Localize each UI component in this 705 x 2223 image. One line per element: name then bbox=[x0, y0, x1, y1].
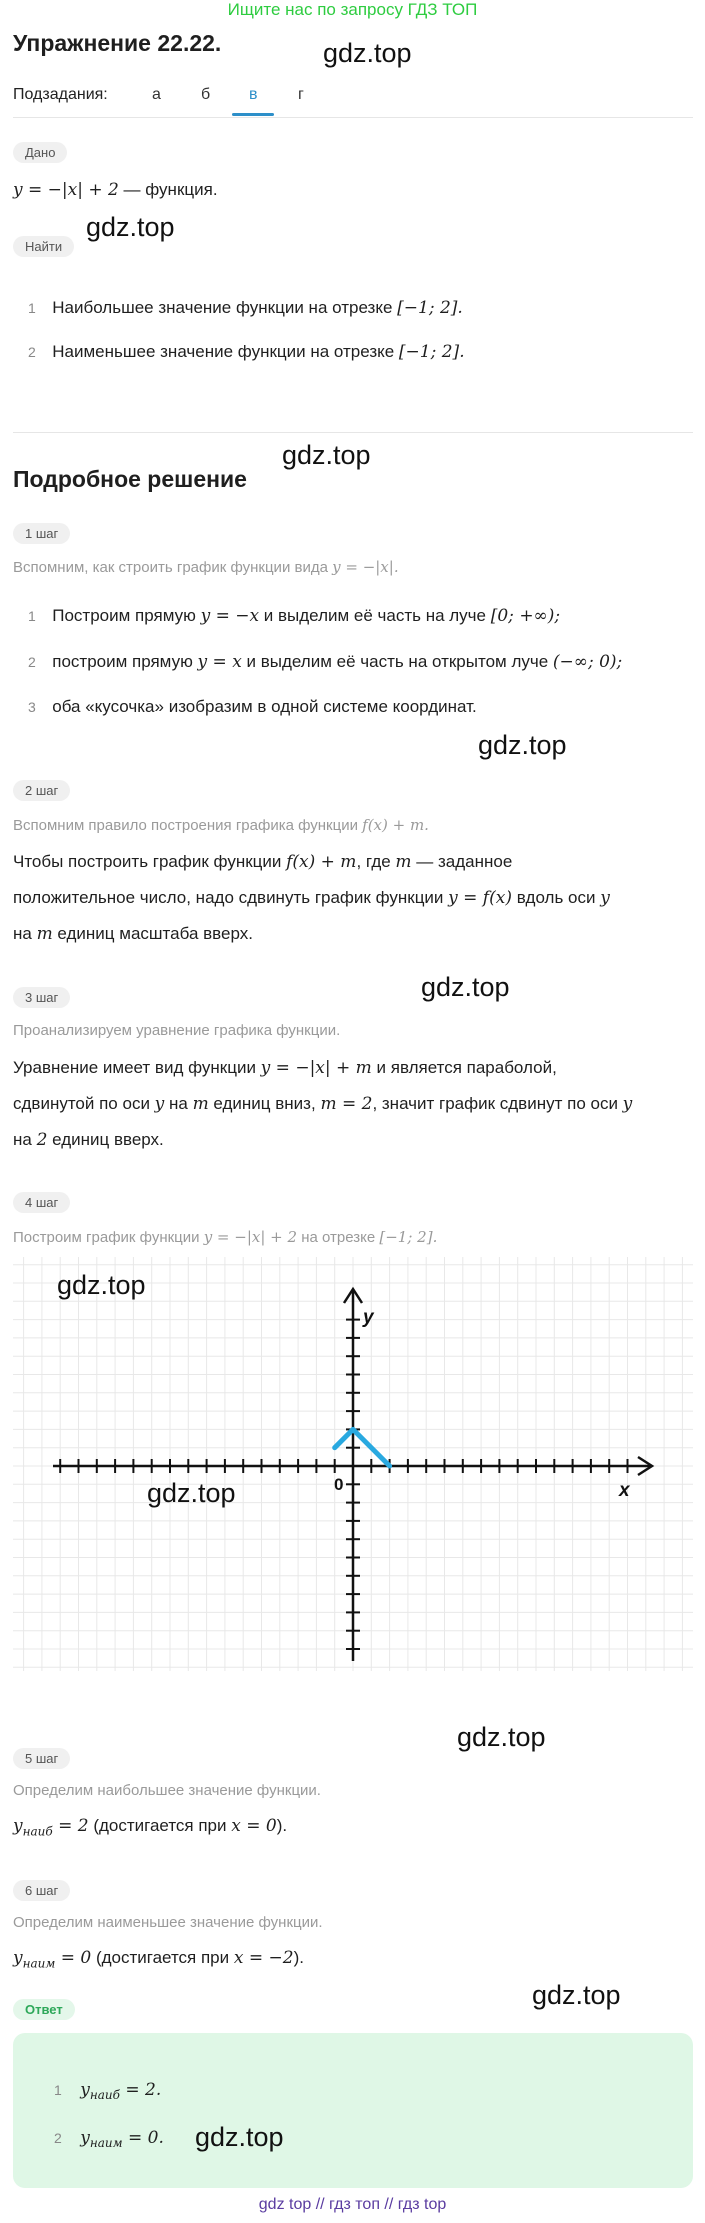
item-math: y = −x bbox=[200, 606, 260, 626]
list-number: 2 bbox=[54, 2130, 62, 2146]
find-item-math: [−1; 2]. bbox=[398, 342, 465, 362]
step-3-line-3: на 2 единиц вверх. bbox=[13, 1130, 164, 1150]
step-1-pill: 1 шаг bbox=[13, 523, 70, 544]
step-6-caption: Определим наименьшее значение функции. bbox=[13, 1914, 323, 1931]
header-divider bbox=[13, 117, 693, 118]
item-text: построим прямую bbox=[52, 652, 198, 671]
tab-v[interactable]: в bbox=[249, 86, 258, 103]
top-banner[interactable]: Ищите нас по запросу ГДЗ ТОП bbox=[227, 0, 478, 19]
given-suffix: — функция. bbox=[118, 180, 218, 199]
step-1-item-2 bbox=[28, 652, 622, 672]
given-pill: Дано bbox=[13, 142, 67, 163]
item-math: (−∞; 0); bbox=[552, 652, 623, 672]
page-title: Упражнение 22.22. bbox=[13, 30, 222, 56]
watermark: gdz.top bbox=[421, 972, 510, 1002]
find-item-2 bbox=[28, 342, 465, 362]
watermark: gdz.top bbox=[532, 1980, 621, 2010]
step-2-pill: 2 шаг bbox=[13, 780, 70, 801]
answer-pill: Ответ bbox=[13, 1999, 75, 2020]
step-3-caption: Проанализируем уравнение графика функции. bbox=[13, 1022, 341, 1039]
item-text: Построим прямую bbox=[52, 606, 201, 625]
item-text: оба «кусочка» изобразим в одной системе координат. bbox=[52, 697, 477, 716]
tab-g[interactable]: г bbox=[298, 86, 304, 103]
item-text: и выделим её часть на открытом луче bbox=[241, 652, 553, 671]
subtasks-label: Подзадания: bbox=[13, 86, 108, 103]
y-axis-label: y bbox=[363, 1307, 374, 1328]
item-math: [0; +∞); bbox=[490, 606, 561, 626]
given-statement bbox=[13, 180, 218, 200]
watermark: gdz.top bbox=[195, 2122, 284, 2152]
watermark: gdz.top bbox=[147, 1478, 236, 1508]
step-5-pill: 5 шаг bbox=[13, 1748, 70, 1769]
step-6-result: $y_{наим} = 0$ (достигается при x = −2). bbox=[13, 1948, 304, 1971]
watermark: gdz.top bbox=[86, 212, 175, 242]
step-4-pill: 4 шаг bbox=[13, 1192, 70, 1213]
origin-label: 0 bbox=[334, 1475, 344, 1494]
step-5-result: $y_{наиб} = 2$ (достигается при x = 0). bbox=[13, 1816, 288, 1839]
watermark: gdz.top bbox=[323, 38, 412, 68]
find-pill: Найти bbox=[13, 236, 74, 257]
caption-text: Вспомним, как строить график функции вида bbox=[13, 559, 333, 576]
step-3-line-1: Уравнение имеет вид функции y = −|x| + m и является параболой, bbox=[13, 1058, 557, 1078]
list-number: 2 bbox=[28, 654, 36, 670]
watermark: gdz.top bbox=[457, 1722, 546, 1752]
find-item-1 bbox=[28, 298, 463, 318]
tab-b[interactable]: б bbox=[201, 86, 211, 103]
step-2-line-1: Чтобы построить график функции f(x) + m, где m — заданное bbox=[13, 852, 513, 872]
caption-math: f(x) + m. bbox=[362, 816, 429, 834]
watermark: gdz.top bbox=[57, 1270, 146, 1300]
list-number: 1 bbox=[28, 608, 36, 624]
step-3-line-2: сдвинутой по оси y на m единиц вниз, m = 2, значит график сдвинут по оси y bbox=[13, 1094, 633, 1114]
answer-box bbox=[13, 2033, 693, 2188]
step-2-caption bbox=[13, 816, 429, 834]
given-formula: y = −|x| + 2 bbox=[13, 180, 119, 200]
list-number: 2 bbox=[28, 344, 36, 360]
step-5-caption: Определим наибольшее значение функции. bbox=[13, 1782, 321, 1799]
find-item-text: Наибольшее значение функции на отрезке bbox=[52, 298, 398, 317]
step-6-pill: 6 шаг bbox=[13, 1880, 70, 1901]
list-number: 1 bbox=[54, 2082, 62, 2098]
section-divider bbox=[13, 432, 693, 433]
step-1-item-3 bbox=[28, 697, 477, 717]
step-1-caption bbox=[13, 558, 399, 576]
item-math: y = x bbox=[197, 652, 242, 672]
tab-a[interactable]: а bbox=[152, 86, 161, 103]
function-graph bbox=[13, 1257, 693, 1671]
list-number: 3 bbox=[28, 699, 36, 715]
x-axis-label: x bbox=[619, 1480, 630, 1501]
active-tab-indicator bbox=[232, 113, 274, 116]
graph-axes bbox=[53, 1289, 652, 1661]
caption-math: y = −|x|. bbox=[332, 558, 399, 576]
watermark: gdz.top bbox=[478, 730, 567, 760]
step-3-pill: 3 шаг bbox=[13, 987, 70, 1008]
caption-text: Вспомним правило построения графика функции bbox=[13, 817, 363, 834]
step-2-line-2: положительное число, надо сдвинуть график функции y = f(x) вдоль оси y bbox=[13, 888, 610, 908]
item-text: и выделим её часть на луче bbox=[259, 606, 491, 625]
list-number: 1 bbox=[28, 300, 36, 316]
footer-links[interactable]: gdz top // гдз топ // гдз top bbox=[258, 2196, 447, 2213]
find-item-math: [−1; 2]. bbox=[397, 298, 463, 318]
answer-item-2: 2 $y_{наим} = 0$. bbox=[54, 2128, 164, 2151]
find-item-text: Наименьшее значение функции на отрезке bbox=[52, 342, 399, 361]
step-1-item-1 bbox=[28, 606, 560, 626]
answer-item-1: 1 $y_{наиб} = 2$. bbox=[54, 2080, 162, 2103]
step-4-caption: Построим график функции y = −|x| + 2 на отрезке [−1; 2]. bbox=[13, 1228, 438, 1246]
step-2-line-3: на m единиц масштаба вверх. bbox=[13, 924, 253, 944]
watermark: gdz.top bbox=[282, 440, 371, 470]
solution-title: Подробное решение bbox=[13, 466, 247, 492]
